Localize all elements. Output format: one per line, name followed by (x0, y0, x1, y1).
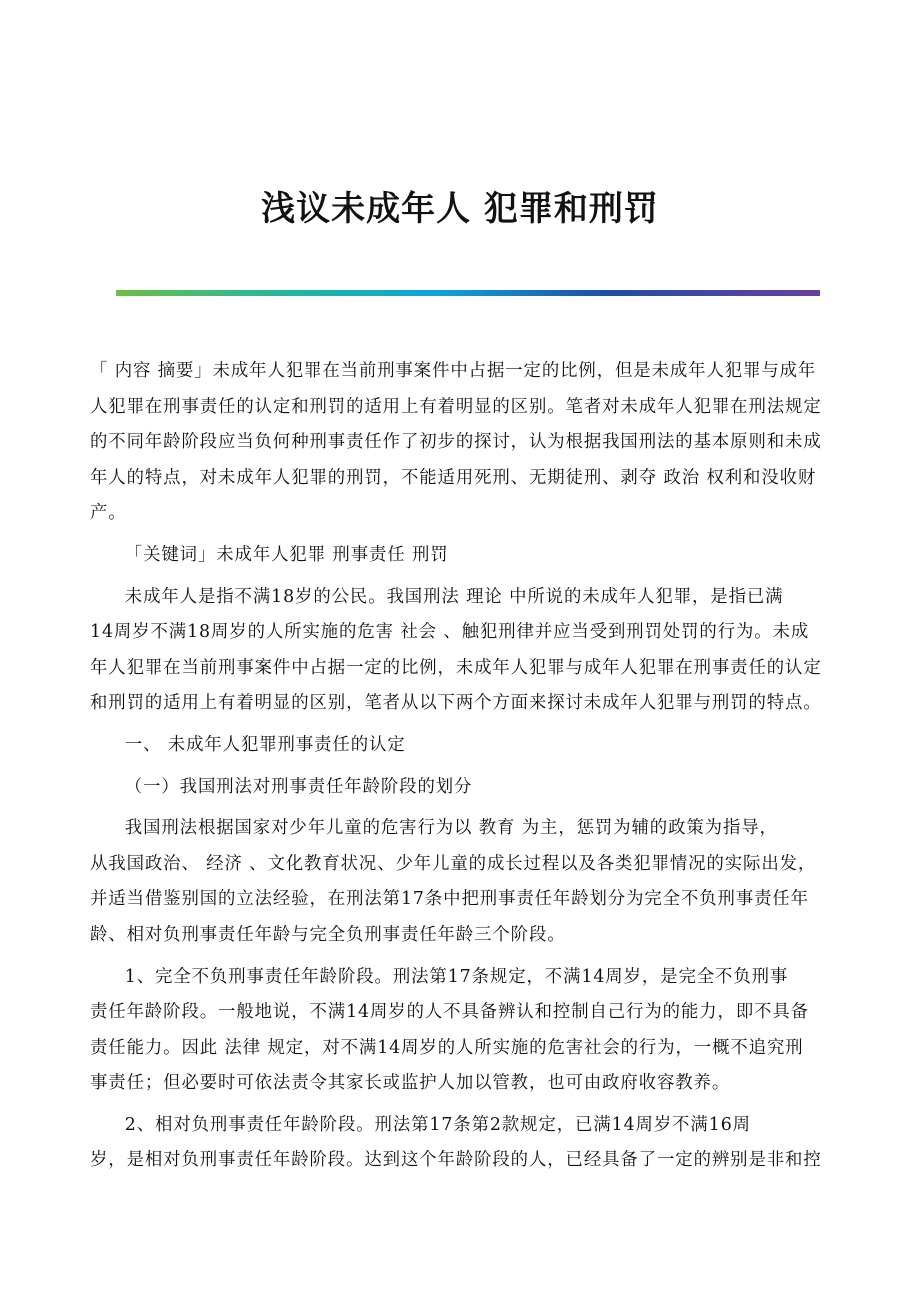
intro-line: 和刑罚的适用上有着明显的区别，笔者从以下两个方面来探讨未成年人犯罪与刑罚的特点。 (90, 693, 822, 714)
keywords-line: 「关键词」未成年人犯罪 刑事责任 刑罚 (124, 544, 449, 565)
section-heading-text: 一、 未成年人犯罪刑事责任的认定 (124, 734, 406, 755)
policy-line: 我国刑法根据国家对少年儿童的危害行为以 教育 为主，惩罚为辅的政策为指导， (124, 818, 778, 839)
abstract-line: 的不同年龄阶段应当负何种刑事责任作了初步的探讨，认为根据我国刑法的基本原则和未成 (90, 432, 822, 453)
item-2-line: 岁，是相对负刑事责任年龄阶段。达到这个年龄阶段的人，已经具备了一定的辨别是非和控 (90, 1150, 822, 1171)
intro-line: 未成年人是指不满18岁的公民。我国刑法 理论 中所说的未成年人犯罪，是指已满 (124, 586, 784, 607)
intro-paragraph (90, 580, 830, 722)
subsection-heading-text: （一）我国刑法对刑事责任年龄阶段的划分 (124, 776, 473, 797)
abstract-paragraph (90, 354, 830, 532)
item-1-line: 责任能力。因此 法律 规定，对不满14周岁的人所实施的危害社会的行为，一概不追究刑 (90, 1037, 804, 1058)
item-1-line: 事责任；但必要时可依法责令其家长或监护人加以管教，也可由政府收容教养。 (90, 1073, 731, 1094)
policy-line: 并适当借鉴别国的立法经验，在刑法第17条中把刑事责任年龄划分为完全不负刑事责任年 (90, 889, 809, 910)
document-title: 浅议未成年人 犯罪和刑罚 (261, 189, 659, 229)
item-1-line: 责任年龄阶段。一般地说，不满14周岁的人不具备辨认和控制自己行为的能力，即不具备 (90, 1002, 809, 1023)
intro-line: 14周岁不满18周岁的人所实施的危害 社会 、触犯刑律并应当受到刑罚处罚的行为。未成 (90, 622, 810, 643)
document-body (90, 354, 830, 1185)
item-2-paragraph (90, 1108, 830, 1179)
policy-line: 从我国政治、 经济 、文化教育状况、少年儿童的成长过程以及各类犯罪情况的实际出发， (90, 853, 817, 874)
section-heading (90, 728, 830, 764)
abstract-line: 年人的特点，对未成年人犯罪的刑罚，不能适用死刑、无期徒刑、剥夺 政治 权利和没收财 (90, 467, 817, 488)
abstract-line: 产。 (90, 503, 127, 524)
subsection-heading (90, 770, 830, 806)
keywords-paragraph (90, 538, 830, 574)
item-2-line: 2、相对负刑事责任年龄阶段。刑法第17条第2款规定，已满14周岁不满16周 (124, 1114, 751, 1135)
item-1-paragraph (90, 960, 830, 1102)
intro-line: 年人犯罪在当前刑事案件中占据一定的比例，未成年人犯罪与成年人犯罪在刑事责任的认定 (90, 657, 822, 678)
policy-paragraph (90, 811, 830, 953)
item-1-line: 1、完全不负刑事责任年龄阶段。刑法第17条规定，不满14周岁，是完全不负刑事 (124, 966, 789, 987)
abstract-line: 「 内容 摘要」未成年人犯罪在当前刑事案件中占据一定的比例，但是未成年人犯罪与成年 (90, 361, 817, 381)
title-divider (116, 290, 820, 296)
policy-line: 龄、相对负刑事责任年龄与完全负刑事责任年龄三个阶段。 (90, 924, 566, 945)
abstract-line: 人犯罪在刑事责任的认定和刑罚的适用上有着明显的区别。笔者对未成年人犯罪在刑法规定 (90, 396, 822, 417)
